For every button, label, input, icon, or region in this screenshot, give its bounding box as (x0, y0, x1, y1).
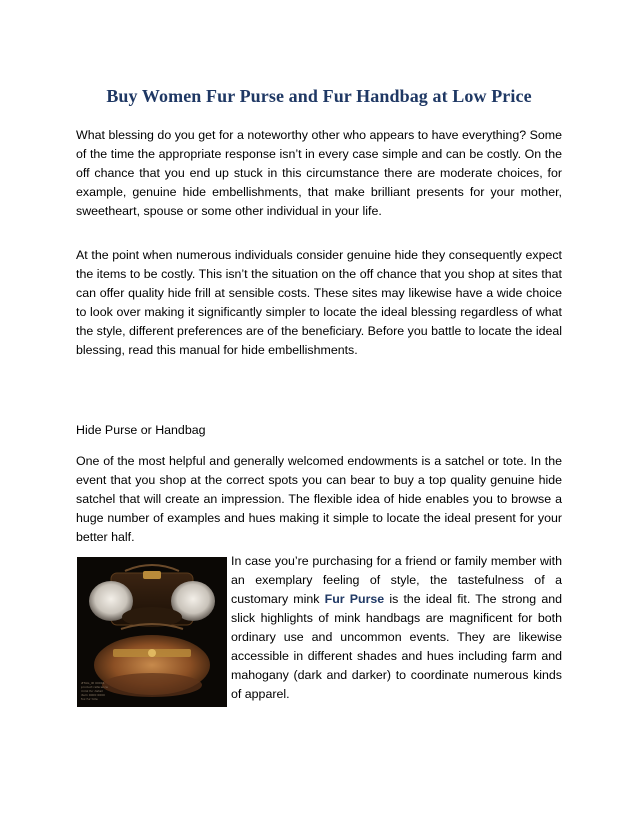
credit-line: item 0000 0000 (81, 693, 105, 697)
intro-paragraph: What blessing do you get for a noteworthy other who appears to have everything? Some of the time the appropriate response isn’t in every case simple and can be costly. On the off chance that you end up stuck in this circumstance there are moderate choices, for example, genuine hide embellishments, that make brilliant presents for your mother, sweetheart, spouse or some other individual in your life. (76, 128, 562, 218)
credit-line: mink fur detail (81, 689, 103, 693)
credit-line: #TAG_ID 00001 (81, 681, 105, 685)
image-paragraph (231, 552, 562, 704)
image-paragraph-text: In case you’re purchasing for a friend or family member with an exemplary feeling of style, the tastefulness of a customary mink (231, 554, 562, 606)
second-paragraph: At the point when numerous individuals consider genuine hide they consequently expect the items to be costly. This isn’t the situation on the off chance that you shop at sites that can offer quality hide frill at sensible costs. These sites may likewise have a wide choice to look over making it significantly simpler to locate the ideal blessing regardless of what the style, different preferences are of the beneficiary. Before you battle to locate the ideal blessing, read this manual for hide embellishments. (76, 248, 562, 357)
fur-purse-photo (77, 557, 227, 707)
document-title: Buy Women Fur Purse and Fur Handbag at Low Price (106, 86, 532, 106)
fur-purse-link[interactable]: Fur Purse (324, 592, 385, 606)
credit-line: fox fur tote (81, 697, 98, 701)
section-paragraph: One of the most helpful and generally welcomed endowments is a satchel or tote. In the event that you shop at the correct spots you can bear to buy a top quality genuine hide satchel that will create an impression. The flexible idea of hide enables you to browse a huge number of examples and hues making it simple to locate the ideal present for your better half. (76, 454, 562, 544)
credit-line: product reference (81, 685, 108, 689)
section-heading: Hide Purse or Handbag (76, 423, 206, 437)
image-paragraph-text: is the ideal fit. The strong and slick highlights of mink handbags are magnificent for both ordinary use and uncommon events. They are likewise accessible in different shades and hues including farm and mahogany (dark and darker) to coordinate numerous kinds of apparel. (231, 592, 562, 701)
photo-credit (81, 681, 121, 701)
